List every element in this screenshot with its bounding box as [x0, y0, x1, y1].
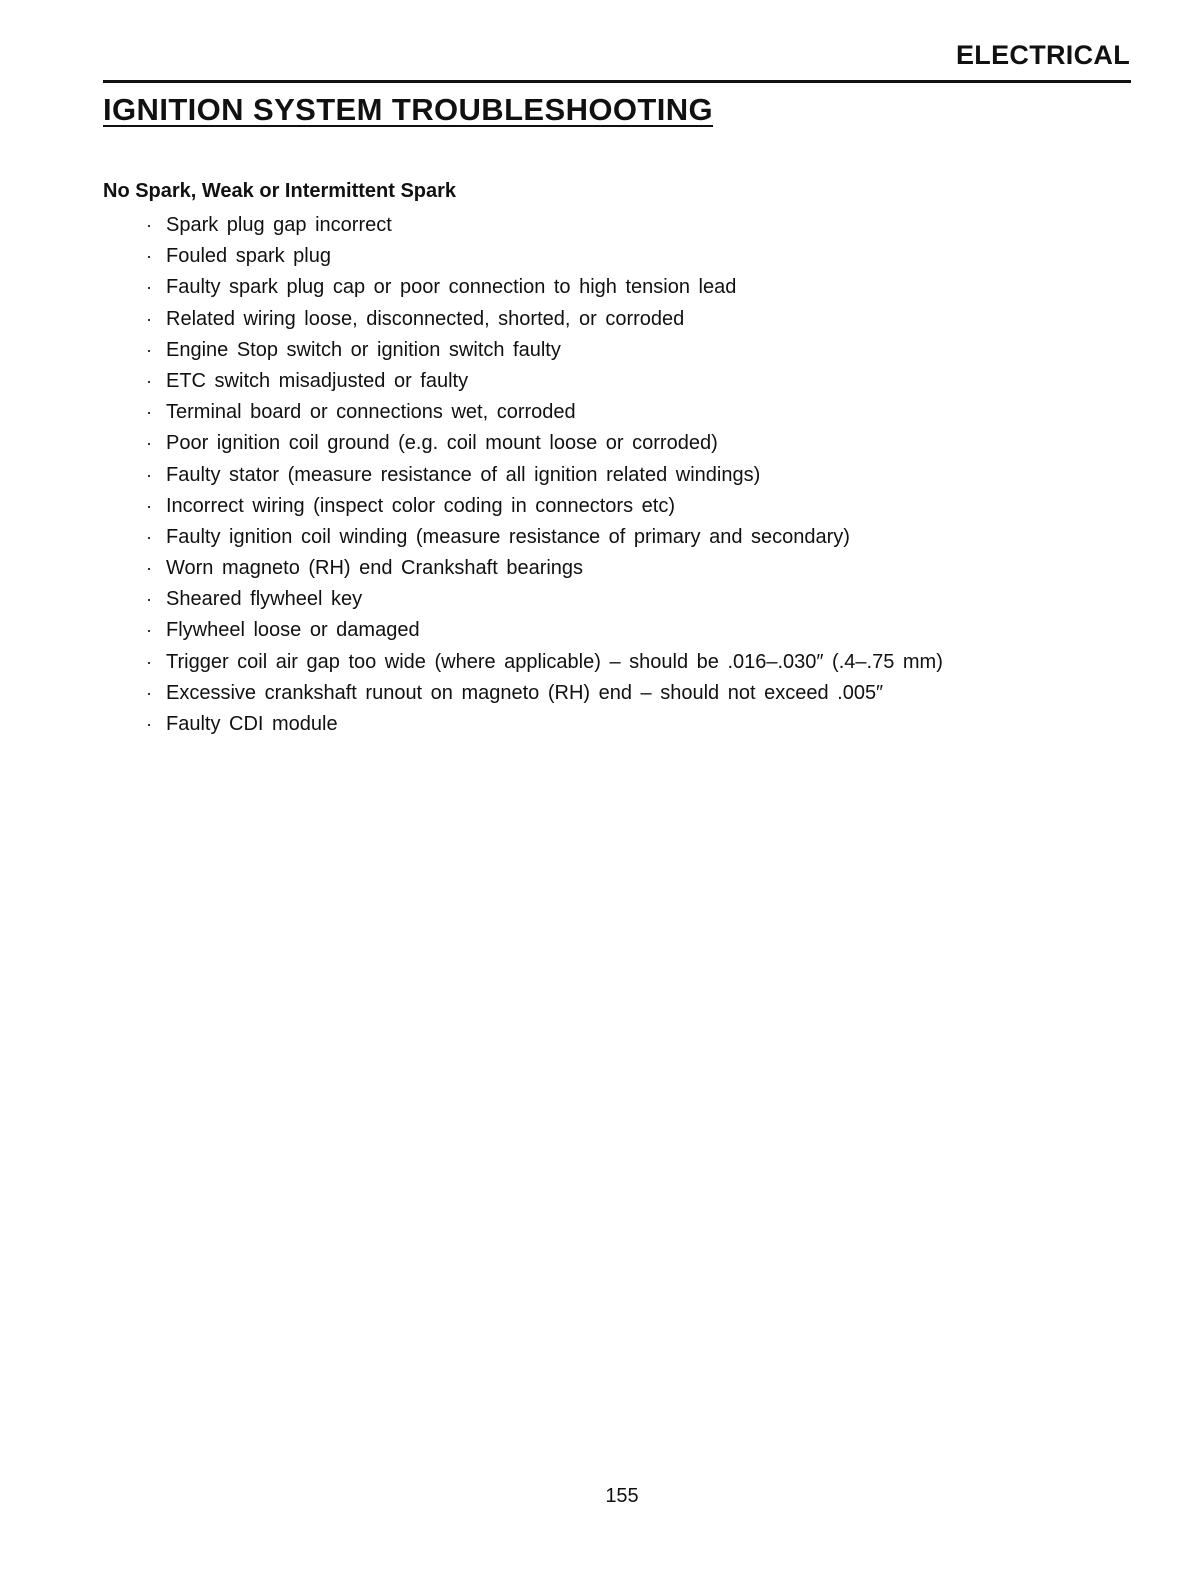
cause-item: [146, 428, 943, 459]
symptom-heading: No Spark, Weak or Intermittent Spark: [103, 180, 457, 202]
page-number: 155: [605, 1485, 639, 1507]
bullet: ·: [146, 651, 152, 672]
bullet: ·: [146, 339, 152, 360]
cause-text: Spark plug gap incorrect: [166, 214, 392, 236]
cause-text: Worn magneto (RH) end Crankshaft bearings: [166, 557, 584, 580]
bullet: ·: [146, 246, 152, 267]
cause-item: [146, 678, 943, 709]
bullet: ·: [146, 215, 152, 235]
cause-text: Poor ignition coil ground (e.g. coil mount loose or corroded): [166, 432, 718, 455]
cause-item: [146, 615, 943, 646]
cause-item: [146, 241, 943, 272]
cause-item: [146, 553, 943, 584]
bullet: ·: [146, 620, 152, 641]
cause-item: [146, 397, 943, 428]
bullet: ·: [146, 370, 152, 391]
bullet: ·: [146, 558, 152, 579]
cause-text: Faulty stator (measure resistance of all ignition related windings): [166, 463, 761, 486]
bullet: ·: [146, 682, 152, 703]
cause-item: [146, 647, 943, 678]
cause-text: Incorrect wiring (inspect color coding in connectors etc): [166, 494, 675, 517]
bullet: ·: [146, 495, 152, 516]
bullet: ·: [146, 402, 152, 423]
cause-text: Sheared flywheel key: [166, 588, 363, 611]
cause-list: [146, 210, 943, 740]
cause-item: [146, 491, 943, 522]
cause-text: Faulty spark plug cap or poor connection to high tension lead: [166, 276, 737, 299]
bullet: ·: [146, 714, 152, 734]
cause-text: Engine Stop switch or ignition switch faulty: [166, 338, 561, 361]
bullet: ·: [146, 308, 152, 329]
cause-text: Flywheel loose or damaged: [166, 619, 420, 642]
cause-item: [146, 522, 943, 553]
bullet: ·: [146, 277, 152, 298]
cause-item: [146, 709, 943, 740]
bullet: ·: [146, 464, 152, 485]
cause-text: Faulty ignition coil winding (measure resistance of primary and secondary): [166, 525, 850, 548]
header-rule: [103, 80, 1131, 83]
cause-text: Terminal board or connections wet, corroded: [166, 401, 576, 424]
cause-item: [146, 304, 943, 335]
cause-text: Excessive crankshaft runout on magneto (RH) end – should not exceed .005″: [166, 681, 884, 704]
cause-text: Related wiring loose, disconnected, shorted, or corroded: [166, 307, 685, 330]
cause-text: Trigger coil air gap too wide (where applicable) – should be .016–.030″ (.4–.75 mm): [166, 650, 943, 673]
bullet: ·: [146, 433, 152, 454]
cause-item: [146, 460, 943, 491]
cause-item: [146, 584, 943, 615]
bullet: ·: [146, 589, 152, 610]
cause-item: [146, 272, 943, 303]
cause-item: [146, 210, 943, 241]
cause-item: [146, 366, 943, 397]
cause-item: [146, 335, 943, 366]
section-header: ELECTRICAL: [956, 40, 1130, 70]
bullet: ·: [146, 526, 152, 547]
cause-text: Faulty CDI module: [166, 713, 338, 735]
cause-text: Fouled spark plug: [166, 245, 331, 268]
cause-text: ETC switch misadjusted or faulty: [166, 369, 469, 392]
page-title: IGNITION SYSTEM TROUBLESHOOTING: [103, 92, 714, 127]
